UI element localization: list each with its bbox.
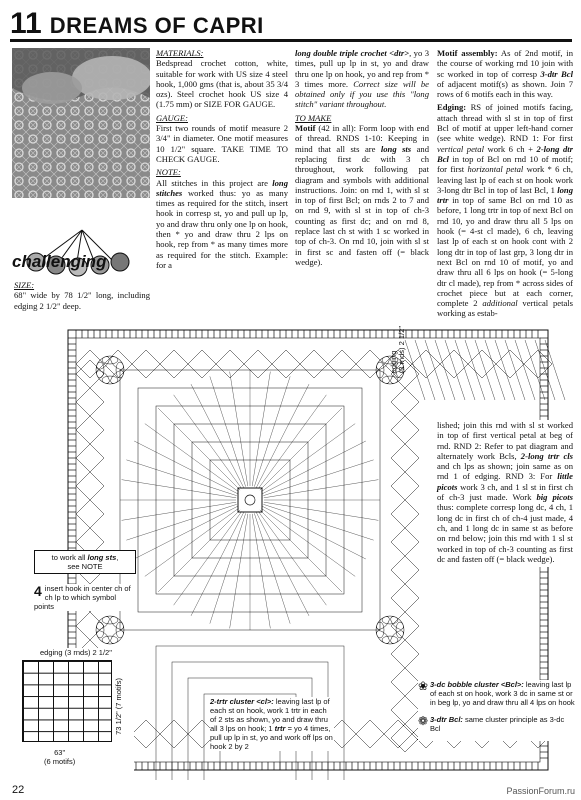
difficulty-label: challenging xyxy=(12,252,107,271)
legend-bobble xyxy=(418,680,576,741)
dtr-bobble-icon: ❁ xyxy=(418,714,429,728)
edging-text-1: RS of joined motifs facing, attach thread with sl st in top of first Bcl of motif at upper left-hand corner (see white wedge). RND 1: For first xyxy=(437,102,573,144)
motif-assembly-text-2: of adjacent motif(s) as shown. Join 7 rows of 6 motifs each in this way. xyxy=(437,78,573,100)
edging-text-4: work * 6 ch, leaving last lp of each st on hook work 3-long dtr Bcl in top of last Bcl, 1 xyxy=(437,164,574,195)
insert-symbol: 4 xyxy=(34,583,42,599)
legend-bcl-title: 3-dc bobble cluster <Bcl>: xyxy=(430,680,524,689)
note-box-post: , xyxy=(116,553,119,562)
legend-dtr-text: same cluster principle as 3-dc Bcl xyxy=(430,715,565,733)
note-example: long double triple crochet <dtr> xyxy=(295,48,410,58)
schematic-grid xyxy=(22,660,112,742)
project-photo xyxy=(12,48,150,198)
legend-dtr-title: 3-dtr Bcl: xyxy=(430,715,463,724)
legend-trtr-cluster xyxy=(210,697,334,751)
motif-assembly-text-1: As of 2nd motif, in the course of working rnd 10 join with sc worked in top of corresp xyxy=(437,48,573,79)
legend-cl-text-2: = yo 4 times, pull up lp in st, yo and work off lps on hook 2 by 2 xyxy=(210,724,333,751)
note-correct-size: Correct size will be obtained only if you use this "long stitch" variant throughout. xyxy=(295,78,429,110)
edging-cont-4: thus: complete corresp long dc, 4 ch, 1 long dc in first ch of ch-4 just made, 4 ch, and 1 long dc in same st as before on rnd below; join this rnd with 1 sl st worked in top of ch-3 counting as first dc and fasten off (= black wedge). xyxy=(437,502,573,564)
schematic-top-label: edging (3 rnds) 2 1/2" xyxy=(40,648,112,657)
note-text-1: All stitches in this project are xyxy=(156,177,273,188)
legend-cl-title: 2-trtr cluster <cl>: xyxy=(210,697,274,706)
text-column-1 xyxy=(156,48,288,273)
note-box-pre: to work all xyxy=(51,553,88,562)
edging-text-3: in top of Bcl on rnd 10 of motif; for first xyxy=(437,153,573,175)
edging-bold-5: big picots xyxy=(536,492,573,503)
gauge-heading: GAUGE: xyxy=(156,112,188,123)
motif-assembly-heading: Motif assembly: xyxy=(437,48,498,58)
schematic-width: 63" xyxy=(54,748,66,757)
note-box-bold: long sts xyxy=(87,553,117,562)
schematic-side-label: 73 1/2" (7 motifs) xyxy=(114,678,123,735)
motif-label: Motif xyxy=(295,123,316,134)
edging-text-5: in top of same Bcl on rnd 10 as before, 1 long trtr in top of next Bcl on rnd 10, yo and draw thru all 5 lps on hook (= 4-st cl made), 6 ch, leaving last lp of each st on hook cont with 2 long dtr in top of last grp, 3 long dtr in next Bcl on rnd 10 of motif, yo and draw thru all 6 lps on hook (= 5-long dtr cl made), rep from * across sides of crochet piece but at each corner, complete 2 xyxy=(437,195,573,309)
edging-label xyxy=(390,326,406,373)
to-make-text-2: and replacing first dc with 3 ch throughout, work following pat diagram and symbols with additional instructions. Join: on rnd 1, with sl st in top of first Bcl; on rnds 2 to 7 and on rnd 9, with sl st in top of ch-3 counting as first dc; and on rnd 8, replace last ch st with 1 sc worked in top of ch-3. On rnd 10, join with sl st in first sc and fasten off (= black wedge). xyxy=(295,143,429,267)
schematic-bottom-label xyxy=(44,748,75,766)
edging-cont-3: work 3 ch, and 1 sl st in first ch of ch-3 just made. Work xyxy=(437,481,573,503)
legend-cl-text: leaving last lp of each st on hook, work 1 trtr in each of 2 sts as shown, yo and draw thru all 3 lps on hook; 1 xyxy=(210,697,330,733)
materials-heading: MATERIALS: xyxy=(156,48,204,58)
text-column-3 xyxy=(437,48,573,322)
crochet-photo-texture xyxy=(12,48,150,198)
edging-text-6: vertical petals working as estab- xyxy=(437,298,574,319)
motif-count: (42 in all): xyxy=(318,123,357,134)
edging-bold-1: 2-long dtr Bcl xyxy=(437,143,573,164)
edging-italic-2: horizontal petal xyxy=(467,164,524,175)
note-long-stitches: long stitches xyxy=(156,177,288,198)
pattern-number: 11 xyxy=(10,7,42,40)
size-schematic xyxy=(14,648,134,776)
insert-text: insert hook in center ch of ch lp to which symbol points xyxy=(34,584,131,611)
size-heading: SIZE: xyxy=(14,280,35,290)
page-number: 22 xyxy=(12,784,25,796)
note-box-line-2: see NOTE xyxy=(67,562,103,571)
edging-italic-3: additional xyxy=(482,298,518,309)
motif-assembly-bold: 3-dtr Bcl xyxy=(540,68,573,79)
size-section xyxy=(14,280,150,314)
edging-label-1: edging xyxy=(389,350,398,374)
to-make-long-sts: long sts xyxy=(380,143,412,154)
long-sts-note-box xyxy=(34,550,136,574)
edging-italic-1: vertical petal xyxy=(437,143,484,154)
edging-cont-2: and ch lps as shown; join same as on rnd 1 of edging. RND 3: For xyxy=(437,461,573,482)
edging-label-2: (3 rnds) 2 1/2" xyxy=(397,326,406,374)
legend-cl-bold: trtr xyxy=(274,724,286,733)
gauge-text: First two rounds of motif measure 2 3/4" in diameter. One motif measures 10 1/2" square. TAKE TIME TO CHECK GAUGE. xyxy=(156,123,288,164)
pattern-title: DREAMS OF CAPRI xyxy=(49,13,264,38)
watermark: PassionForum.ru xyxy=(506,786,575,796)
insert-hook-note xyxy=(34,584,134,611)
edging-bold-3: 2-long trtr cls xyxy=(520,450,573,461)
to-make-text-1: Form loop with end of thread. RNDS 1-10: Keeping in mind that all sts are xyxy=(295,123,429,154)
edging-bold-4: little picots xyxy=(437,471,573,492)
materials-text: Bedspread crochet cotton, white, suitable for work with US size 4 steel hook, 1,000 gms (that is, about 35 3/4 ozs). Steel crochet hook US size 4 (1.75 mm) or SIZE FOR GAUGE. xyxy=(156,58,288,110)
edging-bold-2: long trtr xyxy=(437,184,573,206)
text-column-3-continued xyxy=(437,420,573,567)
edging-heading: Edging: xyxy=(437,102,467,113)
size-text: 68" wide by 78 1/2" long, including edging 2 1/2" deep. xyxy=(14,290,150,311)
bobble-cluster-icon: ❀ xyxy=(418,679,429,693)
text-column-2 xyxy=(295,48,429,270)
note-text-2: worked thus: yo as many times as required for the stitch, insert hook in corresp st, yo and pull up lp, yo and draw thru only one lp on hook, then * yo and draw thru 2 lps on hook, rep from * as many times more as required for the stitch. Example: for a xyxy=(156,187,288,270)
edging-text-2: work 6 ch + xyxy=(483,143,537,154)
schematic-motifs: (6 motifs) xyxy=(44,757,76,766)
edging-cont-1: lished; join this rnd with sl st worked in top of first vertical petal at beg of rnd. RND 2: Refer to pat diagram and alternately work Bcls, xyxy=(437,420,573,461)
to-make-heading: TO MAKE xyxy=(295,112,332,123)
note-example-rest: , yo 3 times, pull up lp in st, yo and draw thru one lp on hook, yo and rep from * 3 times more. xyxy=(295,48,429,89)
note-heading: NOTE: xyxy=(156,167,181,178)
page-header xyxy=(10,7,572,42)
legend-bcl-text: leaving last lp of each st on hook, work 3 dc in same st or in beg lp, yo and draw thru all 4 lps on hook xyxy=(430,680,575,707)
